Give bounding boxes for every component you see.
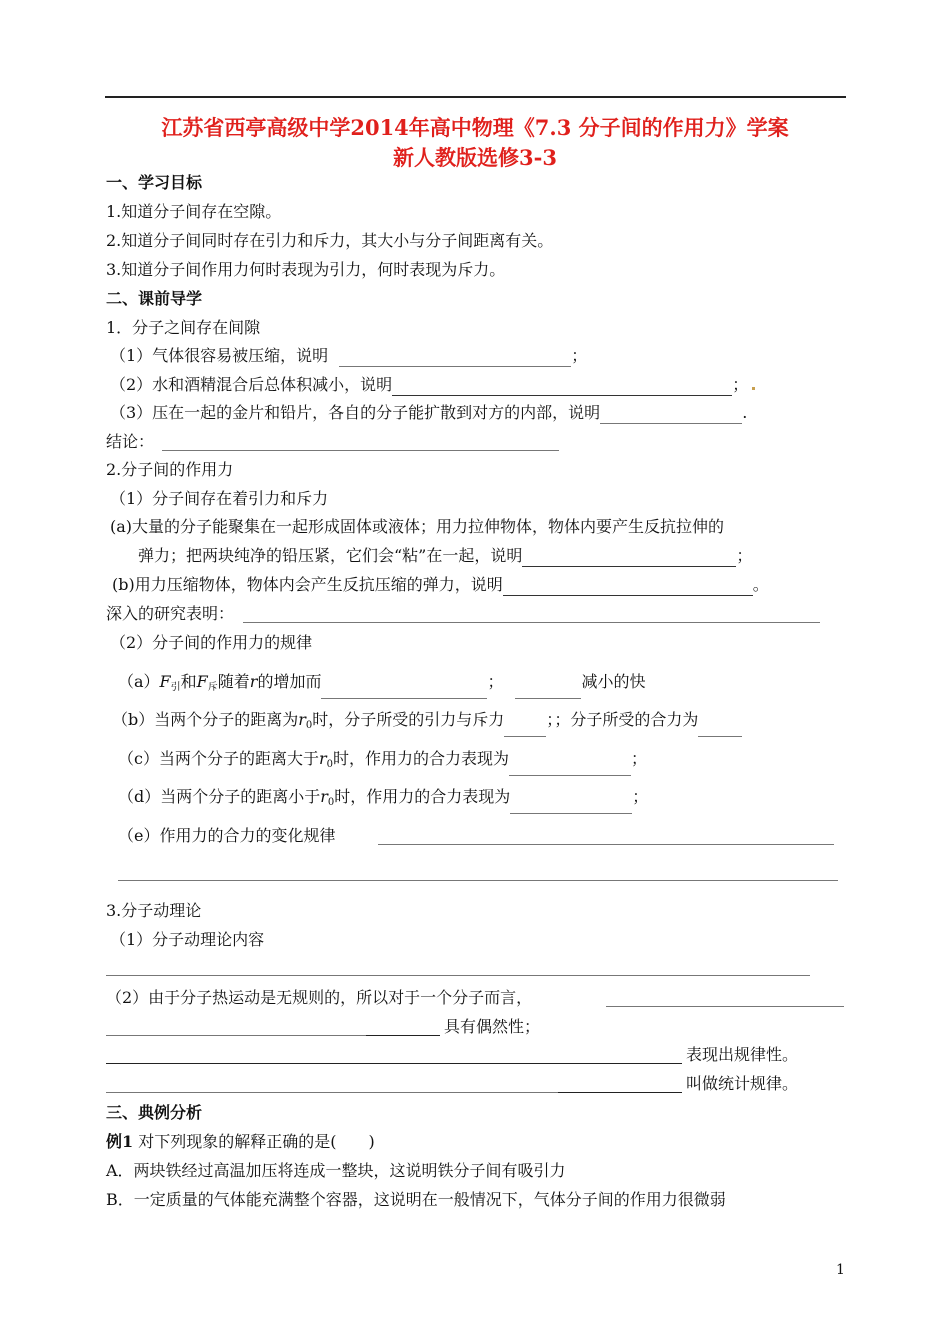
option-b: B．一定质量的气体能充满整个容器，这说明在一般情况下，气体分子间的作用力很微弱 [106, 1190, 726, 1209]
force-symbol: F [196, 672, 208, 691]
text: （d）当两个分子的距离小于 [118, 787, 321, 806]
force-symbol: F [159, 672, 171, 691]
question-line [138, 545, 752, 567]
repulsion-subscript: 斥 [207, 682, 218, 693]
paragraph-line: (a)大量的分子能聚集在一起形成固体或液体；用力拉伸物体，物体内要产生反抗拉伸的 [110, 517, 725, 536]
question-text: （2）水和酒精混合后总体积减小，说明 [110, 375, 393, 394]
answer-rule[interactable] [366, 1035, 440, 1036]
answer-rule[interactable] [243, 622, 820, 623]
text: （e）作用力的合力的变化规律 [118, 826, 336, 845]
question-text: (b)用力压缩物体，物体内会产生反抗压缩的弹力，说明 [112, 575, 503, 594]
option-a: A．两块铁经过高温加压将连成一整块，这说明铁分子间有吸引力 [106, 1161, 566, 1180]
text: 时，作用力的合力表现为 [333, 749, 510, 768]
rule-line [118, 748, 647, 776]
text: （b）当两个分子的距离为 [112, 710, 299, 729]
text: 时，作用力的合力表现为 [334, 787, 511, 806]
answer-blank[interactable] [339, 348, 571, 367]
subsection-heading: 3.分子动理论 [106, 901, 202, 920]
example-label: 例1 [106, 1132, 134, 1151]
answer-blank[interactable] [522, 548, 736, 567]
section-heading-objectives: 一、学习目标 [106, 173, 203, 192]
objective-item: 3.知道分子间作用力何时表现为引力，何时表现为斥力。 [106, 260, 506, 279]
answer-rule[interactable] [378, 844, 834, 845]
question-text: 深入的研究表明： [106, 604, 235, 623]
r0-symbol: r [320, 787, 328, 806]
objective-item: 1.知道分子间存在空隙。 [106, 202, 282, 221]
answer-blank[interactable] [600, 405, 742, 424]
answer-blank[interactable] [510, 795, 632, 814]
r0-subscript: 0 [326, 759, 333, 770]
rule-line [118, 671, 646, 699]
text: （c）当两个分子的距离大于 [118, 749, 319, 768]
question-text: （2）由于分子热运动是无规则的，所以对于一个分子而言， [106, 988, 533, 1007]
conjunction: 和 [180, 672, 197, 691]
document-title: 江苏省西亭高级中学2014年高中物理《7.3 分子间的作用力》学案 [161, 115, 789, 140]
document-subtitle: 新人教版选修3-3 [393, 145, 557, 170]
punctuation: ； [732, 375, 749, 394]
subsection-heading: 1．分子之间存在间隙 [106, 318, 261, 337]
text: 时，分子所受的引力与斥力 [312, 710, 505, 729]
punctuation: ； [632, 787, 649, 806]
answer-rule[interactable] [106, 1035, 366, 1036]
r0-symbol: r [298, 710, 306, 729]
attraction-subscript: 引 [170, 682, 181, 693]
question-line [110, 345, 587, 367]
sub-heading: （1）分子间存在着引力和斥力 [110, 489, 329, 508]
answer-blank[interactable] [392, 377, 732, 396]
text: 具有偶然性； [444, 1017, 541, 1036]
r0-subscript: 0 [327, 797, 335, 808]
answer-blank[interactable] [509, 757, 631, 776]
answer-rule[interactable] [558, 1092, 682, 1093]
item-prefix: （a） [118, 672, 160, 691]
question-line [106, 987, 532, 1009]
section-heading-examples: 三、典例分析 [106, 1103, 203, 1122]
text: 的增加而 [257, 672, 322, 691]
text: 表现出规律性。 [686, 1045, 799, 1064]
punctuation: ； [736, 546, 753, 565]
answer-rule[interactable] [606, 1006, 844, 1007]
punctuation: ； [487, 672, 504, 691]
answer-rule[interactable] [106, 1092, 558, 1093]
text: 随着 [217, 672, 250, 691]
text: 减小的快 [581, 672, 646, 691]
example-text: 对下列现象的解释正确的是( ) [133, 1132, 375, 1151]
punctuation: ； [631, 749, 648, 768]
answer-rule[interactable] [106, 1063, 682, 1064]
question-line [110, 374, 755, 396]
answer-blank[interactable] [698, 718, 742, 737]
question-line [110, 402, 747, 424]
answer-blank[interactable] [503, 577, 753, 596]
rule-line [112, 709, 742, 737]
example-question [106, 1131, 375, 1153]
rule-line [118, 786, 648, 814]
punctuation: . [742, 403, 748, 422]
conclusion-label: 结论： [106, 432, 155, 451]
question-line [106, 603, 234, 625]
scan-mark [752, 387, 755, 390]
answer-rule[interactable] [162, 450, 559, 451]
subsection-heading: 2.分子间的作用力 [106, 460, 234, 479]
answer-rule[interactable] [118, 880, 838, 881]
section-heading-preview: 二、课前导学 [106, 289, 203, 308]
answer-rule[interactable] [106, 975, 810, 976]
question-text: 弹力；把两块纯净的铅压紧，它们会“粘”在一起，说明 [138, 546, 523, 565]
text: 叫做统计规律。 [686, 1074, 799, 1093]
answer-blank[interactable] [515, 680, 581, 699]
r0-symbol: r [318, 749, 327, 768]
question-line [112, 574, 769, 596]
punctuation: 。 [752, 575, 769, 594]
r0-subscript: 0 [305, 720, 313, 731]
objective-item: 2.知道分子间同时存在引力和斥力，其大小与分子间距离有关。 [106, 231, 554, 250]
answer-blank[interactable] [504, 718, 546, 737]
header-rule [105, 96, 846, 98]
conclusion-line [106, 431, 154, 453]
rule-line [118, 825, 335, 847]
distance-symbol: r [249, 672, 258, 691]
answer-blank[interactable] [321, 680, 487, 699]
question-text: （1）气体很容易被压缩，说明 [110, 346, 329, 365]
question-text: （3）压在一起的金片和铅片，各自的分子能扩散到对方的内部，说明 [110, 403, 601, 422]
text: ；分子所受的合力为 [554, 710, 699, 729]
page-number: 1 [836, 1262, 845, 1278]
sub-heading: （2）分子间的作用力的规律 [110, 633, 313, 652]
punctuation: ； [571, 346, 588, 365]
punctuation: ； [546, 710, 555, 729]
sub-heading: （1）分子动理论内容 [110, 930, 265, 949]
